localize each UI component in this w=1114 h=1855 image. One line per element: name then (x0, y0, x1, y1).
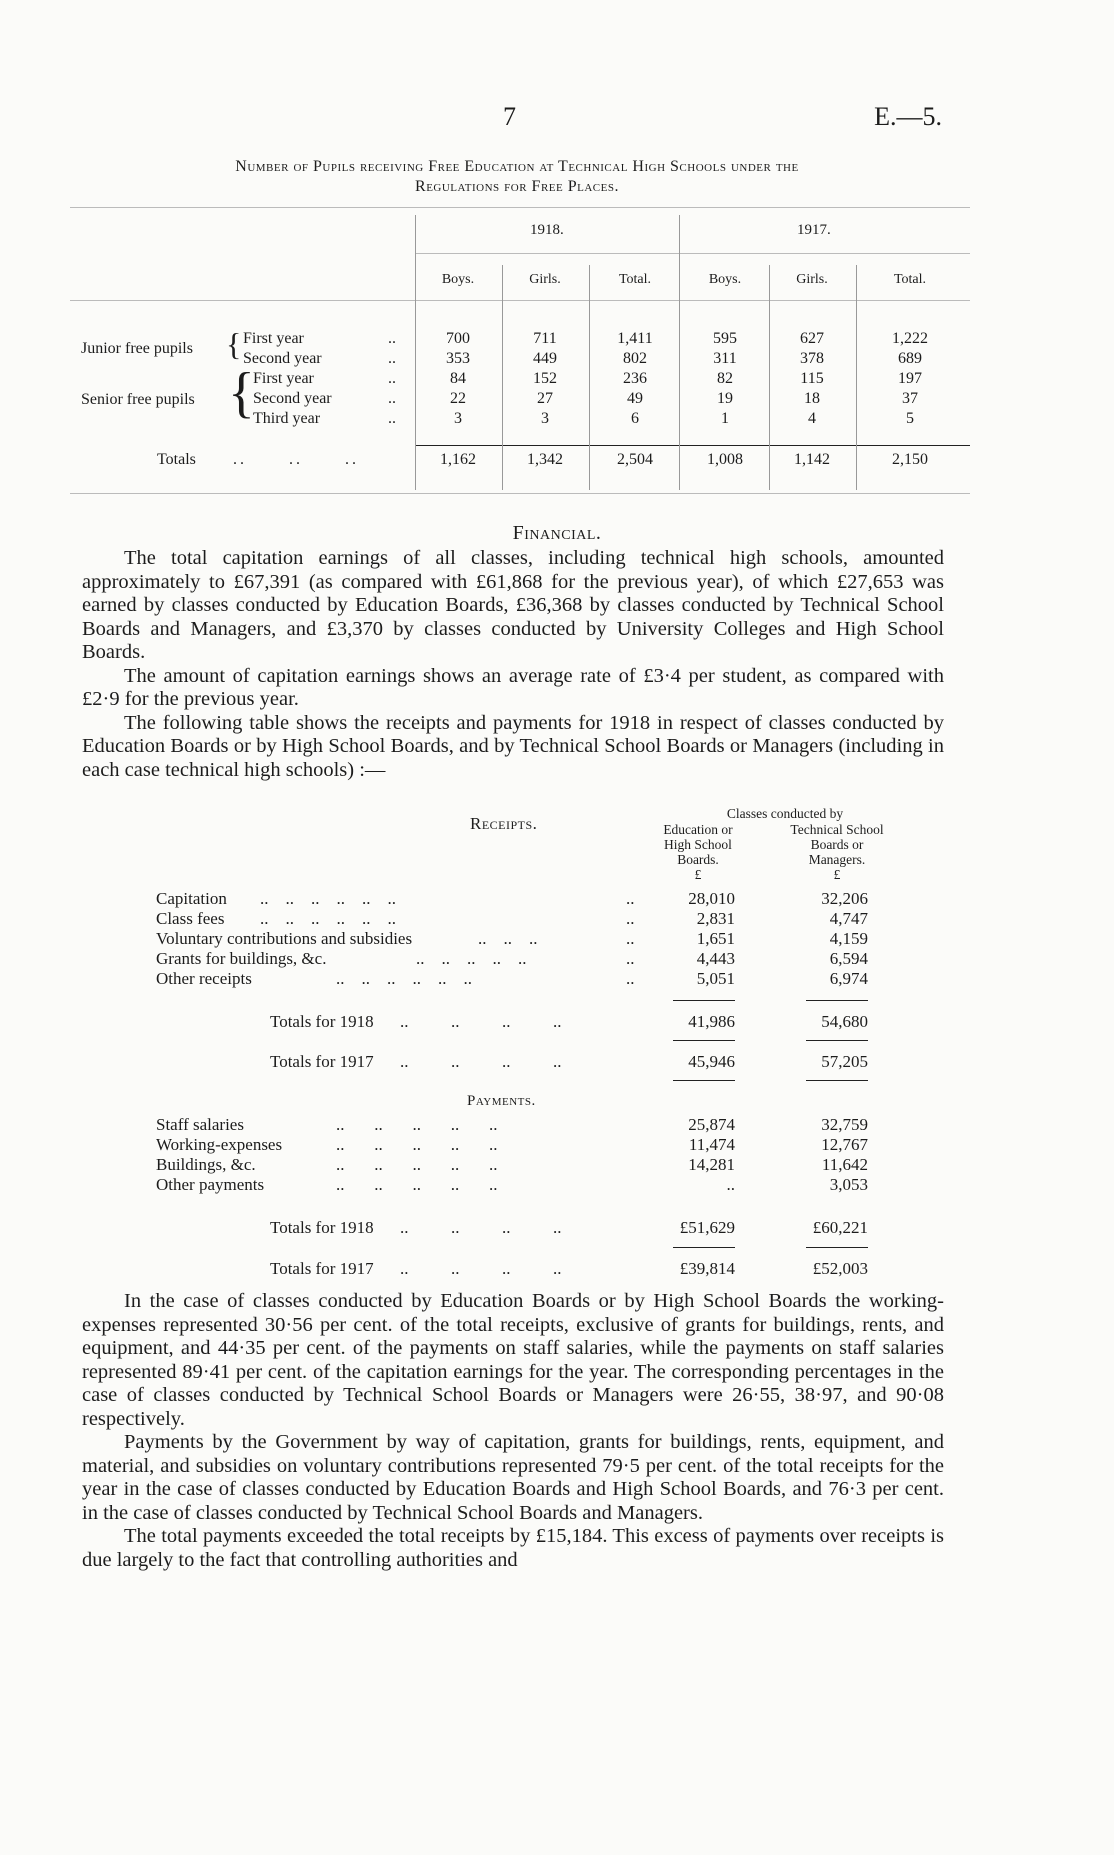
table-vline (769, 265, 770, 490)
row-dots: .. (626, 969, 635, 988)
receipt-label: Capitation (156, 889, 227, 908)
cell: 236 (623, 370, 647, 387)
paragraph: In the case of classes conducted by Education Boards or by High School Boards the working-expenses represented 30·56 per cent. of the total receipts, exclusive of grants for buildings, rents, and equipment, and 44·35 per cent. of the payments on staff salaries, while the payments on staff salaries represented 89·41 per cent. of the capitation earnings for the year. The corresponding percentages in the case of classes conducted by Technical School Boards or Managers were 26·55, 38·97, and 90·08 respectively. (82, 1290, 944, 1430)
row-dots: .. .. .. .. (400, 1052, 562, 1071)
cell: 700 (446, 330, 470, 347)
payment-label: Buildings, &c. (156, 1155, 256, 1174)
row-label: Second year (243, 350, 322, 367)
cell: 22 (450, 390, 466, 407)
total-cell: 1,008 (707, 451, 743, 468)
row-dots: .. .. .. .. (400, 1259, 562, 1278)
receipts-total-1918-v1: 41,986 (688, 1012, 735, 1031)
payment-value-2: 3,053 (829, 1175, 868, 1194)
sum-rule (673, 1247, 735, 1248)
cell: 3 (541, 410, 549, 427)
receipt-value-2: 4,747 (829, 909, 868, 928)
col-header: Total. (618, 272, 652, 287)
row-dots: .. (388, 410, 396, 427)
sum-rule (806, 1040, 868, 1041)
year-header-1917: 1917. (797, 222, 831, 238)
col2-header-line: Technical School (790, 822, 884, 837)
brace-senior-icon: { (228, 362, 255, 424)
col1-header-line: High School (664, 837, 732, 852)
group-senior: Senior free pupils (81, 391, 195, 408)
year-header-1918: 1918. (530, 222, 564, 238)
cell: 802 (623, 350, 647, 367)
col-header: Girls. (796, 272, 828, 287)
cell: 689 (898, 350, 922, 367)
payments-total-1918-label: Totals for 1918 (270, 1218, 374, 1237)
table-vline (589, 265, 590, 490)
cell: 311 (713, 350, 737, 367)
row-dots: .. .. .. (478, 929, 538, 948)
col2-header-line: £ (833, 867, 841, 882)
group-junior: Junior free pupils (81, 340, 193, 357)
cell: 152 (533, 370, 557, 387)
total-cell: 2,504 (617, 451, 653, 468)
receipt-label: Other receipts (156, 969, 252, 988)
row-dots: .. (626, 929, 635, 948)
receipt-value-2: 4,159 (829, 929, 868, 948)
cell: 197 (898, 370, 922, 387)
cell: 1,222 (892, 330, 928, 347)
pupils-table-subtitle: Regulations for Free Places. (415, 178, 619, 195)
receipts-total-1917-label: Totals for 1917 (270, 1052, 374, 1071)
payments-heading: Payments. (467, 1093, 536, 1109)
col1-header-line: £ (694, 867, 702, 882)
row-dots: .. .. .. .. .. (336, 1175, 498, 1194)
payment-value-2: 12,767 (821, 1135, 868, 1154)
cell: 1,411 (617, 330, 653, 347)
cell: 6 (631, 410, 639, 427)
col2-header-line: Managers. (808, 852, 866, 867)
payment-value-1: 14,281 (688, 1155, 735, 1174)
payment-value-1: 11,474 (688, 1135, 735, 1154)
table-rule (70, 493, 970, 494)
paragraph-group (82, 1290, 944, 1572)
paragraph: The following table shows the receipts and payments for 1918 in respect of classes conducted by Education Boards or by High School Boards, and by Technical School Boards or Managers (including in each case technical high schools) :— (82, 711, 944, 781)
cell: 27 (537, 390, 553, 407)
table-vline (415, 215, 416, 490)
sum-rule (673, 1080, 735, 1081)
cell: 18 (804, 390, 820, 407)
pupils-table-title: Number of Pupils receiving Free Education at Technical High Schools under the (235, 158, 799, 175)
receipts-heading: Receipts. (470, 814, 538, 833)
receipt-value-1: 2,831 (696, 909, 735, 928)
table-rule (70, 300, 970, 301)
row-dots: .. (626, 889, 635, 908)
payment-value-2: 32,759 (821, 1115, 868, 1134)
paragraph: Payments by the Government by way of capitation, grants for buildings, rents, equipment, and material, and subsidies on voluntary contributions represented 79·5 per cent. of the total receipts for the year in the case of classes conducted by Education Boards and High School Boards, and 76·3 per cent. in the case of classes conducted by Technical School Boards and Managers. (82, 1431, 944, 1524)
table-rule (70, 207, 970, 208)
row-dots: .. .. .. .. .. .. (260, 889, 396, 908)
document-reference: E.—5. (874, 102, 942, 131)
payments-total-1917-v1: £39,814 (679, 1259, 735, 1278)
row-dots: .. .. .. .. .. .. (260, 909, 396, 928)
cell: 115 (800, 370, 824, 387)
paragraph: The amount of capitation earnings shows an average rate of £3·4 per student, as compared with £2·9 for the previous year. (82, 664, 944, 710)
total-cell: 1,142 (794, 451, 830, 468)
col-header: Girls. (529, 272, 561, 287)
payment-label: Working-expenses (156, 1135, 283, 1154)
cell: 84 (450, 370, 466, 387)
row-dots: .. .. .. .. .. (416, 949, 527, 968)
row-dots: .. (388, 350, 396, 367)
col2-header (782, 822, 892, 882)
payment-value-1: 25,874 (688, 1115, 735, 1134)
table-vline (856, 265, 857, 490)
receipt-value-1: 1,651 (696, 929, 735, 948)
payments-total-1918-v1: £51,629 (679, 1218, 735, 1237)
receipt-value-2: 6,974 (829, 969, 868, 988)
col-header: Boys. (708, 272, 742, 287)
brace-junior-icon: { (226, 326, 242, 362)
cell: 353 (446, 350, 470, 367)
total-cell: 1,342 (527, 451, 563, 468)
payments-total-1917-label: Totals for 1917 (270, 1259, 374, 1278)
receipts-total-1918-label: Totals for 1918 (270, 1012, 374, 1031)
receipt-value-1: 5,051 (696, 969, 735, 988)
sum-rule (673, 1000, 735, 1001)
payment-value-2: 11,642 (821, 1155, 868, 1174)
col-header: Boys. (441, 272, 475, 287)
cell: 378 (800, 350, 824, 367)
row-dots: .. .. .. (233, 451, 359, 468)
receipt-label: Class fees (156, 909, 225, 928)
row-label: First year (253, 370, 314, 387)
sum-rule (673, 1040, 735, 1041)
receipts-total-1917-v1: 45,946 (688, 1052, 735, 1071)
col-group-header: Classes conducted by (726, 806, 844, 821)
receipt-value-1: 28,010 (688, 889, 735, 908)
row-dots: .. .. .. .. .. .. (336, 969, 472, 988)
payments-total-1917-v2: £52,003 (812, 1259, 868, 1278)
cell: 19 (717, 390, 733, 407)
table-vline (679, 215, 680, 490)
cell: 49 (627, 390, 643, 407)
cell: 711 (533, 330, 557, 347)
table-vline (502, 265, 503, 490)
table-rule (415, 445, 970, 446)
col2-header-line: Boards or (810, 837, 864, 852)
page-number: 7 (503, 102, 516, 131)
sum-rule (806, 1247, 868, 1248)
payment-label: Other payments (156, 1175, 265, 1194)
col1-header (648, 822, 748, 882)
row-label: Third year (253, 410, 321, 427)
row-dots: .. (626, 949, 635, 968)
col1-header-line: Boards. (677, 852, 719, 867)
table-rule (415, 253, 970, 254)
row-dots: .. .. .. .. .. (336, 1135, 498, 1154)
receipts-total-1917-v2: 57,205 (821, 1052, 868, 1071)
row-dots: .. (626, 909, 635, 928)
total-cell: 2,150 (892, 451, 928, 468)
row-dots: .. .. .. .. (400, 1218, 562, 1237)
receipts-total-1918-v2: 54,680 (821, 1012, 868, 1031)
row-dots: .. .. .. .. .. (336, 1155, 498, 1174)
cell: 37 (902, 390, 918, 407)
cell: 3 (454, 410, 462, 427)
row-dots: .. (388, 370, 396, 387)
payment-label: Staff salaries (156, 1115, 244, 1134)
sum-rule (806, 1000, 868, 1001)
sum-rule (806, 1080, 868, 1081)
receipt-value-1: 4,443 (696, 949, 735, 968)
col1-header-line: Education or (663, 822, 733, 837)
cell: 627 (800, 330, 824, 347)
cell: 1 (721, 410, 729, 427)
section-heading-financial: Financial. (512, 522, 602, 544)
row-dots: .. (388, 390, 396, 407)
total-cell: 1,162 (440, 451, 476, 468)
paragraph: The total payments exceeded the total receipts by £15,184. This excess of payments over receipts is due largely to the fact that controlling authorities and (82, 1525, 944, 1571)
paragraph: The total capitation earnings of all classes, including technical high schools, amounted approximately to £67,391 (as compared with £61,868 for the previous year), of which £27,653 was earned by classes conducted by Education Boards, £36,368 by classes conducted by Technical School Boards and Managers, and £3,370 by classes conducted by University Colleges and High School Boards. (82, 547, 944, 663)
row-dots: .. .. .. .. (400, 1012, 562, 1031)
receipt-label: Voluntary contributions and subsidies (156, 929, 413, 948)
cell: 4 (808, 410, 816, 427)
cell: 5 (906, 410, 914, 427)
totals-label: Totals (157, 451, 196, 468)
cell: 82 (717, 370, 733, 387)
row-dots: .. .. .. .. .. (336, 1115, 498, 1134)
paragraph-group (82, 547, 944, 782)
row-label: First year (243, 330, 304, 347)
cell: 595 (713, 330, 737, 347)
col-header: Total. (893, 272, 927, 287)
receipt-label: Grants for buildings, &c. (156, 949, 327, 968)
payment-value-1: .. (726, 1175, 735, 1194)
receipt-value-2: 6,594 (829, 949, 868, 968)
payments-total-1918-v2: £60,221 (812, 1218, 868, 1237)
row-label: Second year (253, 390, 332, 407)
cell: 449 (533, 350, 557, 367)
row-dots: .. (388, 330, 396, 347)
receipt-value-2: 32,206 (821, 889, 868, 908)
